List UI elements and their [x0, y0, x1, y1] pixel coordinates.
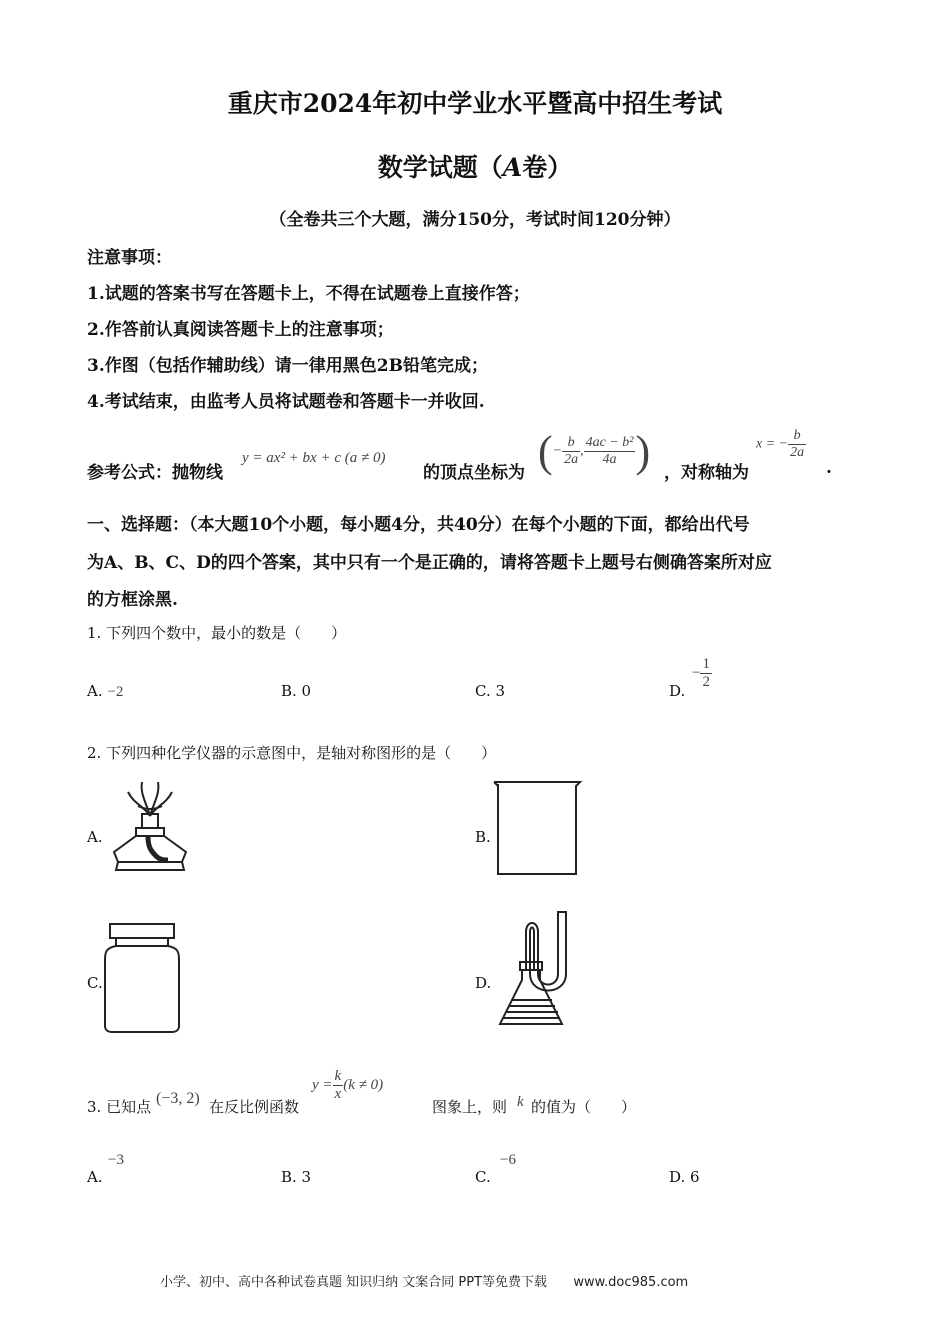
footer-text	[160, 1271, 688, 1290]
formula-prefix: 参考公式：抛物线	[87, 463, 223, 483]
parabola-equation: y = ax² + bx + c (a ≠ 0)	[242, 450, 386, 466]
q3-option-b: B. 3	[281, 1168, 312, 1186]
q3-point: (−3, 2)	[156, 1090, 200, 1107]
q2-option-c-label: C.	[87, 974, 103, 992]
formula-middle2: ，对称轴为	[664, 463, 749, 483]
reagent-bottle-icon	[102, 922, 182, 1036]
page-subtitle	[0, 148, 950, 184]
section-heading-line3: 的方框涂黑.	[87, 590, 178, 610]
note-item: 4.考试结束，由监考人员将试题卷和答题卡一并收回.	[87, 392, 485, 412]
note-item: 2.作答前认真阅读答题卡上的注意事项；	[87, 320, 394, 340]
q3-option-d: D. 6	[669, 1168, 700, 1186]
q3-k: k	[517, 1094, 524, 1110]
question-1-stem: 1. 下列四个数中，最小的数是（ ）	[87, 624, 347, 642]
question-2-stem: 2. 下列四种化学仪器的示意图中，是轴对称图形的是（ ）	[87, 744, 497, 762]
footer-description: 小学、初中、高中各种试卷真题 知识归纳 文案合同 PPT等免费下载	[160, 1275, 548, 1290]
q2-option-d-label: D.	[475, 974, 492, 992]
beaker-icon	[490, 778, 586, 878]
q1-option-d-label: D.	[669, 682, 686, 700]
question-3-stem-prefix: 3. 已知点	[87, 1098, 152, 1116]
subtitle-suffix: 卷）	[522, 153, 573, 182]
question-3-stem-suffix: 的值为（ ）	[531, 1098, 637, 1116]
formula-middle: 的顶点坐标为	[423, 463, 525, 483]
note-item: 1.试题的答案书写在答题卡上，不得在试题卷上直接作答；	[87, 284, 530, 304]
question-3-stem-mid2: 图象上，则	[432, 1098, 508, 1116]
q1-option-c: C. 3	[475, 682, 506, 700]
q3-option-a-label: A.	[87, 1168, 103, 1186]
vertex-formula: (− $\frac{b}{2a}$ , $\frac{\text{4ac − b²}}{4a}$ )	[538, 427, 651, 476]
notes-heading: 注意事项：	[87, 248, 172, 268]
formula-end: .	[826, 458, 832, 478]
q1-option-d-value: − $\frac{1}{2}$	[692, 656, 710, 690]
question-3-stem-mid: 在反比例函数	[209, 1098, 300, 1116]
conical-flask-icon	[496, 910, 572, 1032]
q1-option-b: B. 0	[281, 682, 312, 700]
q3-function: y = $\frac{k}{x}$ (k ≠ 0)	[312, 1068, 384, 1102]
q3-option-c-value: −6	[500, 1152, 516, 1168]
section-heading-line2: 为A、B、C、D的四个答案，其中只有一个是正确的，请将答题卡上题号右侧确答案所对应	[87, 553, 772, 573]
q3-option-a-value: −3	[108, 1152, 124, 1168]
page-title: 重庆市2024年初中学业水平暨高中招生考试	[227, 89, 723, 118]
q2-option-a-label: A.	[87, 828, 103, 846]
subtitle-prefix: 数学试题（	[377, 153, 503, 182]
footer-site-link[interactable]: www.doc985.com	[573, 1275, 689, 1290]
q1-option-a: A. −2	[87, 682, 124, 700]
q2-option-b-label: B.	[475, 828, 491, 846]
subtitle-italic: A	[502, 153, 523, 182]
note-item: 3.作图（包括作辅助线）请一律用黑色2B铅笔完成；	[87, 356, 488, 376]
alcohol-lamp-icon	[106, 776, 194, 874]
axis-formula: x = − $\frac{b}{2a}$	[756, 428, 805, 460]
exam-info: （全卷共三个大题，满分150分，考试时间120分钟）	[269, 210, 681, 230]
section-heading: 一、选择题：（本大题10个小题，每小题4分，共40分）在每个小题的下面，都给出代号	[87, 515, 750, 535]
q3-option-c-label: C.	[475, 1168, 491, 1186]
